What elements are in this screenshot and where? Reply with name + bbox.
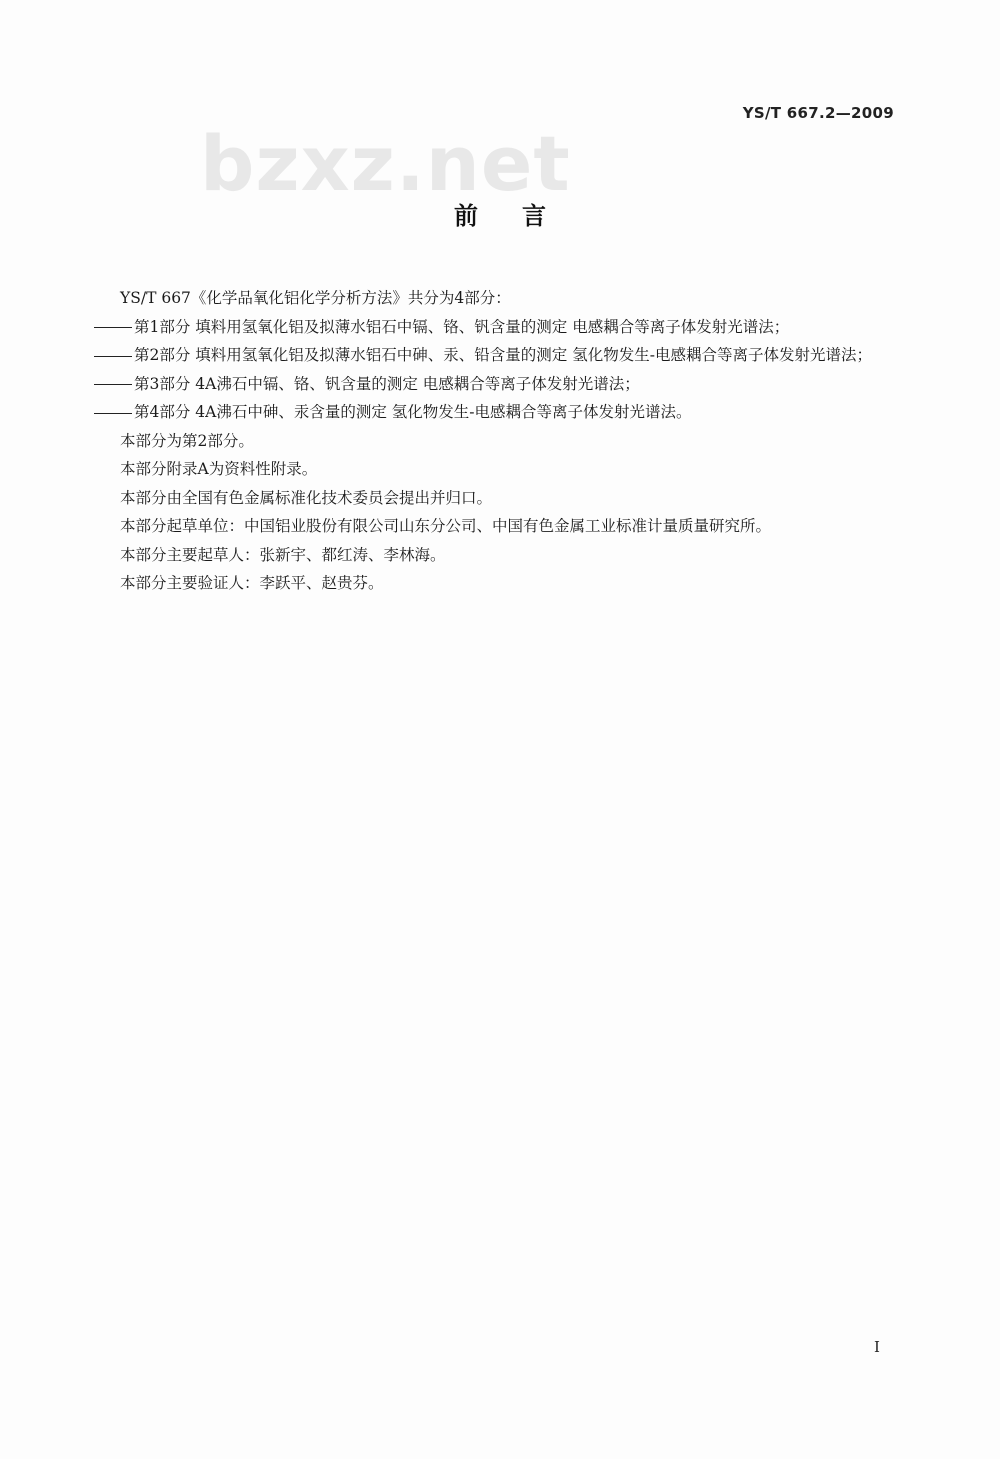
- page-number: I: [874, 1338, 880, 1356]
- statement-paragraph: 本部分为第2部分。: [120, 431, 254, 450]
- part-item: [120, 370, 900, 399]
- part-text: 第2部分 填料用氢氧化铝及拟薄水铝石中砷、汞、铅含量的测定 氢化物发生-电感耦合等离子体发射光谱法；: [134, 346, 872, 364]
- part-item: [120, 313, 900, 342]
- part-text: 第4部分 4A沸石中砷、汞含量的测定 氢化物发生-电感耦合等离子体发射光谱法。: [134, 403, 692, 421]
- em-dash: [94, 384, 132, 385]
- part-item: [120, 341, 900, 370]
- statement-paragraph: 本部分由全国有色金属标准化技术委员会提出并归口。: [120, 488, 493, 507]
- part-item: [120, 398, 900, 427]
- part-text: 第3部分 4A沸石中镉、铬、钒含量的测定 电感耦合等离子体发射光谱法；: [134, 374, 640, 393]
- em-dash: [94, 327, 132, 328]
- statement-paragraph: 本部分主要起草人：张新宇、都红涛、李林海。: [120, 545, 446, 564]
- statement-paragraph: 本部分主要验证人：李跃平、赵贵芬。: [120, 574, 384, 592]
- statement-paragraph: 本部分附录A为资料性附录。: [120, 460, 318, 478]
- intro-paragraph: YS/T 667《化学品氧化铝化学分析方法》共分为4部分：: [120, 289, 511, 307]
- page-title: 前言: [454, 202, 590, 230]
- part-text: 第1部分 填料用氢氧化铝及拟薄水铝石中镉、铬、钒含量的测定 电感耦合等离子体发射光谱法；: [134, 317, 790, 336]
- em-dash: [94, 413, 132, 414]
- statement-paragraph: 本部分起草单位：中国铝业股份有限公司山东分公司、中国有色金属工业标准计量质量研究所。: [120, 517, 772, 535]
- foreword-body: [120, 284, 900, 598]
- standard-code: YS/T 667.2—2009: [742, 104, 894, 122]
- em-dash: [94, 356, 132, 357]
- watermark: bzxz.net: [200, 119, 571, 208]
